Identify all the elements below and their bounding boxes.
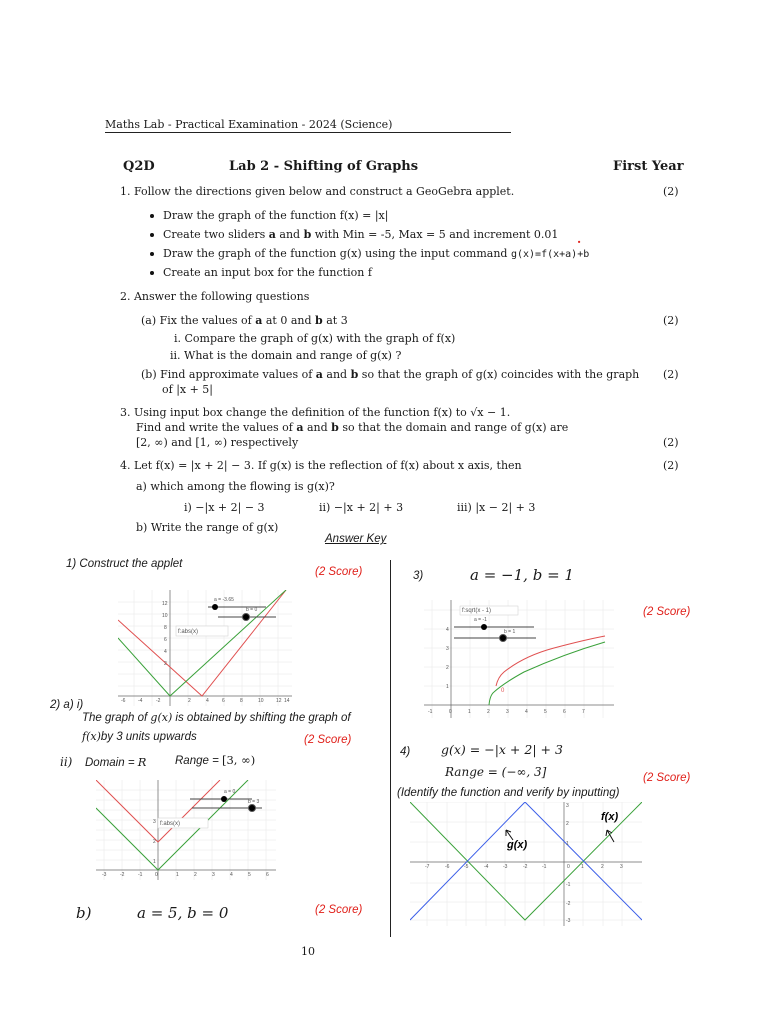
graph3-slider-b-label: b = 1 [504, 629, 516, 635]
grid [96, 780, 276, 880]
axis-ticks [425, 803, 623, 924]
q1-bullet4: Create an input box for the function f [163, 266, 372, 279]
bold-a: a [268, 228, 276, 241]
svg-text:1: 1 [176, 872, 179, 878]
bold-a: a [255, 314, 263, 327]
svg-text:-7: -7 [425, 864, 430, 870]
bold-b: b [315, 314, 323, 327]
answer4-gx: g(x) = −|x + 2| + 3 [441, 742, 563, 757]
bullet-dot [150, 214, 154, 218]
answer2-score: (2 Score) [304, 734, 352, 746]
math-range: [3, ∞) [222, 753, 256, 767]
svg-text:4: 4 [525, 709, 528, 715]
lab-title: Lab 2 - Shifting of Graphs [229, 159, 419, 174]
svg-text:2: 2 [194, 872, 197, 878]
q1-marks: (2) [663, 185, 679, 198]
red-dot: . [577, 232, 582, 246]
answer3-label: 3) [413, 570, 424, 582]
graph1-applet [118, 590, 292, 706]
text: (b) Find approximate values of [141, 368, 316, 381]
svg-text:2: 2 [164, 661, 167, 667]
text: The graph of [82, 712, 151, 724]
svg-text:2: 2 [566, 821, 569, 827]
svg-text:4: 4 [446, 627, 449, 633]
q3-line2 [136, 421, 568, 434]
q1-bullet2 [163, 228, 558, 241]
bold-b: b [350, 368, 359, 381]
svg-text:-4: -4 [484, 864, 489, 870]
answer2-ii-label: ii) [60, 755, 73, 769]
svg-text:3: 3 [446, 646, 449, 652]
svg-text:-2: -2 [156, 698, 161, 704]
svg-text:8: 8 [164, 625, 167, 631]
text: Range = [175, 755, 222, 767]
svg-text:12: 12 [276, 698, 282, 704]
q2-a-marks: (2) [663, 314, 679, 327]
page-number: 10 [301, 945, 315, 958]
bullet-dot [150, 233, 154, 237]
slider-b-knob[interactable] [243, 614, 250, 621]
svg-text:6: 6 [164, 637, 167, 643]
slider-a-knob[interactable] [221, 796, 227, 802]
graph1-slider-b-label: b = 0 [246, 607, 258, 613]
q1-stem: 1. Follow the directions given below and construct a GeoGebra applet. [120, 185, 515, 198]
answer2b-score: (2 Score) [315, 904, 363, 916]
svg-text:6: 6 [563, 709, 566, 715]
column-divider [390, 560, 391, 937]
q2-b [141, 368, 639, 381]
text: at 0 and [262, 314, 316, 327]
answer3-score: (2 Score) [643, 606, 691, 618]
answer2b-label: b) [76, 904, 92, 922]
svg-text:6: 6 [266, 872, 269, 878]
svg-text:-1: -1 [138, 872, 143, 878]
graph2-slider-a-label: a = 0 [224, 789, 236, 795]
header-underline [105, 132, 511, 133]
svg-text:1: 1 [581, 864, 584, 870]
hand-label-g: g(x) [507, 839, 528, 851]
svg-text:-1: -1 [566, 882, 571, 888]
math-gx: g(x) [150, 711, 173, 724]
question-code: Q2D [123, 159, 155, 174]
svg-text:6: 6 [222, 698, 225, 704]
svg-text:-3: -3 [503, 864, 508, 870]
answer2-text2 [82, 730, 197, 743]
text: and [303, 421, 332, 434]
q3-line3: [2, ∞) and [1, ∞) respectively [136, 436, 299, 449]
graph1-slider-a-label: a = -3.65 [214, 597, 234, 603]
text: Draw the graph of the function g(x) using the input command [163, 247, 511, 260]
answer3-value: a = −1, b = 1 [470, 566, 574, 584]
svg-text:2: 2 [188, 698, 191, 704]
slider-b-knob[interactable] [249, 805, 256, 812]
svg-text:4: 4 [230, 872, 233, 878]
bold-a: a [315, 368, 323, 381]
svg-text:2: 2 [153, 839, 156, 845]
svg-text:3: 3 [506, 709, 509, 715]
graph3-fn-label: f:sqrt(x - 1) [462, 608, 492, 614]
svg-text:4: 4 [164, 649, 167, 655]
q4-line1: 4. Let f(x) = |x + 2| − 3. If g(x) is the reflection of f(x) about x axis, then [120, 459, 522, 472]
svg-text:14: 14 [284, 698, 290, 704]
bold-a: a [296, 421, 304, 434]
svg-text:-6: -6 [121, 698, 126, 704]
answer4-label: 4) [400, 746, 411, 758]
svg-text:-1: -1 [542, 864, 547, 870]
svg-text:3: 3 [153, 819, 156, 825]
svg-text:3: 3 [566, 803, 569, 809]
svg-text:0: 0 [449, 709, 452, 715]
q4-option-1: i) −|x + 2| − 3 [184, 501, 265, 514]
svg-text:12: 12 [162, 601, 168, 607]
svg-text:3: 3 [620, 864, 623, 870]
bold-b: b [303, 228, 312, 241]
q4-b: b) Write the range of g(x) [136, 521, 279, 534]
answer2-text1 [82, 711, 351, 724]
svg-text:0: 0 [567, 864, 570, 870]
svg-text:1: 1 [566, 841, 569, 847]
curve-f [118, 590, 286, 696]
bullet-dot [150, 271, 154, 275]
answer1-score: (2 Score) [315, 566, 363, 578]
answer4-score: (2 Score) [643, 772, 691, 784]
q3-marks: (2) [663, 436, 679, 449]
answer2-range [175, 753, 255, 767]
q2-b-marks: (2) [663, 368, 679, 381]
hand-label-f: f(x) [601, 811, 619, 823]
graph3-point-label: 0 [501, 688, 505, 694]
text: Domain = [85, 757, 138, 769]
svg-text:-2: -2 [120, 872, 125, 878]
q1-bullet3 [163, 247, 589, 260]
answer4-range: Range = (−∞, 3] [445, 765, 547, 779]
curve-f [489, 642, 605, 705]
answer1-label: 1) Construct the applet [66, 558, 183, 570]
svg-text:-4: -4 [138, 698, 143, 704]
exam-header: Maths Lab - Practical Examination - 2024 (Science) [105, 118, 393, 131]
slider-a-knob[interactable] [212, 604, 218, 610]
text: (a) Fix the values of [141, 314, 256, 327]
graph3-applet [424, 600, 614, 718]
svg-text:2: 2 [487, 709, 490, 715]
q2-a-i: i. Compare the graph of g(x) with the graph of f(x) [174, 332, 456, 345]
text: at 3 [322, 314, 348, 327]
svg-text:7: 7 [582, 709, 585, 715]
graph2-fn-label: f:abs(x) [160, 821, 181, 827]
bold-b: b [331, 421, 339, 434]
svg-text:-2: -2 [566, 901, 571, 907]
math-fx: f(x) [82, 730, 101, 743]
svg-text:1: 1 [446, 684, 449, 690]
svg-text:10: 10 [162, 613, 168, 619]
text: Create two sliders [163, 228, 269, 241]
text: by 3 units upwards [100, 731, 197, 743]
bullet-dot [150, 252, 154, 256]
graph3-slider-a-label: a = -1 [474, 617, 487, 623]
answer4-note: (Identify the function and verify by inputting) [397, 787, 620, 799]
graph4-reflection [410, 802, 642, 926]
q2-b-line2: of |x + 5| [162, 383, 214, 396]
svg-text:1: 1 [468, 709, 471, 715]
slider-a-knob[interactable] [481, 624, 487, 630]
text: with Min = -5, Max = 5 and increment 0.01 [311, 228, 559, 241]
answer-key-heading: Answer Key [325, 533, 387, 545]
q2-stem: 2. Answer the following questions [120, 290, 310, 303]
math-domain: R [137, 755, 147, 769]
svg-text:5: 5 [544, 709, 547, 715]
text: is obtained by shifting the graph of [172, 712, 351, 724]
q2-a [141, 314, 348, 327]
q4-option-3: iii) |x − 2| + 3 [457, 501, 536, 514]
svg-text:2: 2 [446, 665, 449, 671]
answer2b-value: a = 5, b = 0 [137, 904, 229, 922]
svg-text:-6: -6 [445, 864, 450, 870]
svg-text:2: 2 [601, 864, 604, 870]
q4-option-2: ii) −|x + 2| + 3 [319, 501, 404, 514]
slider-b-knob[interactable] [500, 635, 507, 642]
svg-text:0: 0 [155, 872, 158, 878]
axis-ticks [428, 627, 585, 715]
year-label: First Year [613, 159, 684, 174]
q4-a: a) which among the flowing is g(x)? [136, 480, 335, 493]
svg-text:-1: -1 [428, 709, 433, 715]
svg-text:10: 10 [258, 698, 264, 704]
answer2-label: 2) a) i) [50, 699, 84, 711]
svg-text:5: 5 [248, 872, 251, 878]
svg-text:4: 4 [206, 698, 209, 704]
q4-marks: (2) [663, 459, 679, 472]
svg-text:1: 1 [153, 859, 156, 865]
graph2-slider-b-label: b = 3 [248, 799, 260, 805]
svg-text:-3: -3 [102, 872, 107, 878]
svg-text:3: 3 [212, 872, 215, 878]
text: Find and write the values of [136, 421, 297, 434]
text: and [275, 228, 304, 241]
grid [424, 600, 614, 718]
text: so that the domain and range of g(x) are [338, 421, 569, 434]
q3-line1: 3. Using input box change the definition of the function f(x) to √x − 1. [120, 406, 511, 419]
text: and [322, 368, 351, 381]
q1-bullet1: Draw the graph of the function f(x) = |x| [163, 209, 389, 222]
graph2-applet [96, 780, 276, 880]
graph1-fn-label: f:abs(x) [178, 629, 199, 635]
svg-text:-2: -2 [523, 864, 528, 870]
q2-a-ii: ii. What is the domain and range of g(x) ? [170, 349, 402, 362]
input-command: g(x)=f(x+a)+b [510, 249, 590, 260]
text: so that the graph of g(x) coincides with the graph [358, 368, 640, 381]
answer2-domain [85, 755, 146, 769]
svg-text:-3: -3 [566, 918, 571, 924]
svg-text:8: 8 [240, 698, 243, 704]
svg-text:-5: -5 [464, 864, 469, 870]
